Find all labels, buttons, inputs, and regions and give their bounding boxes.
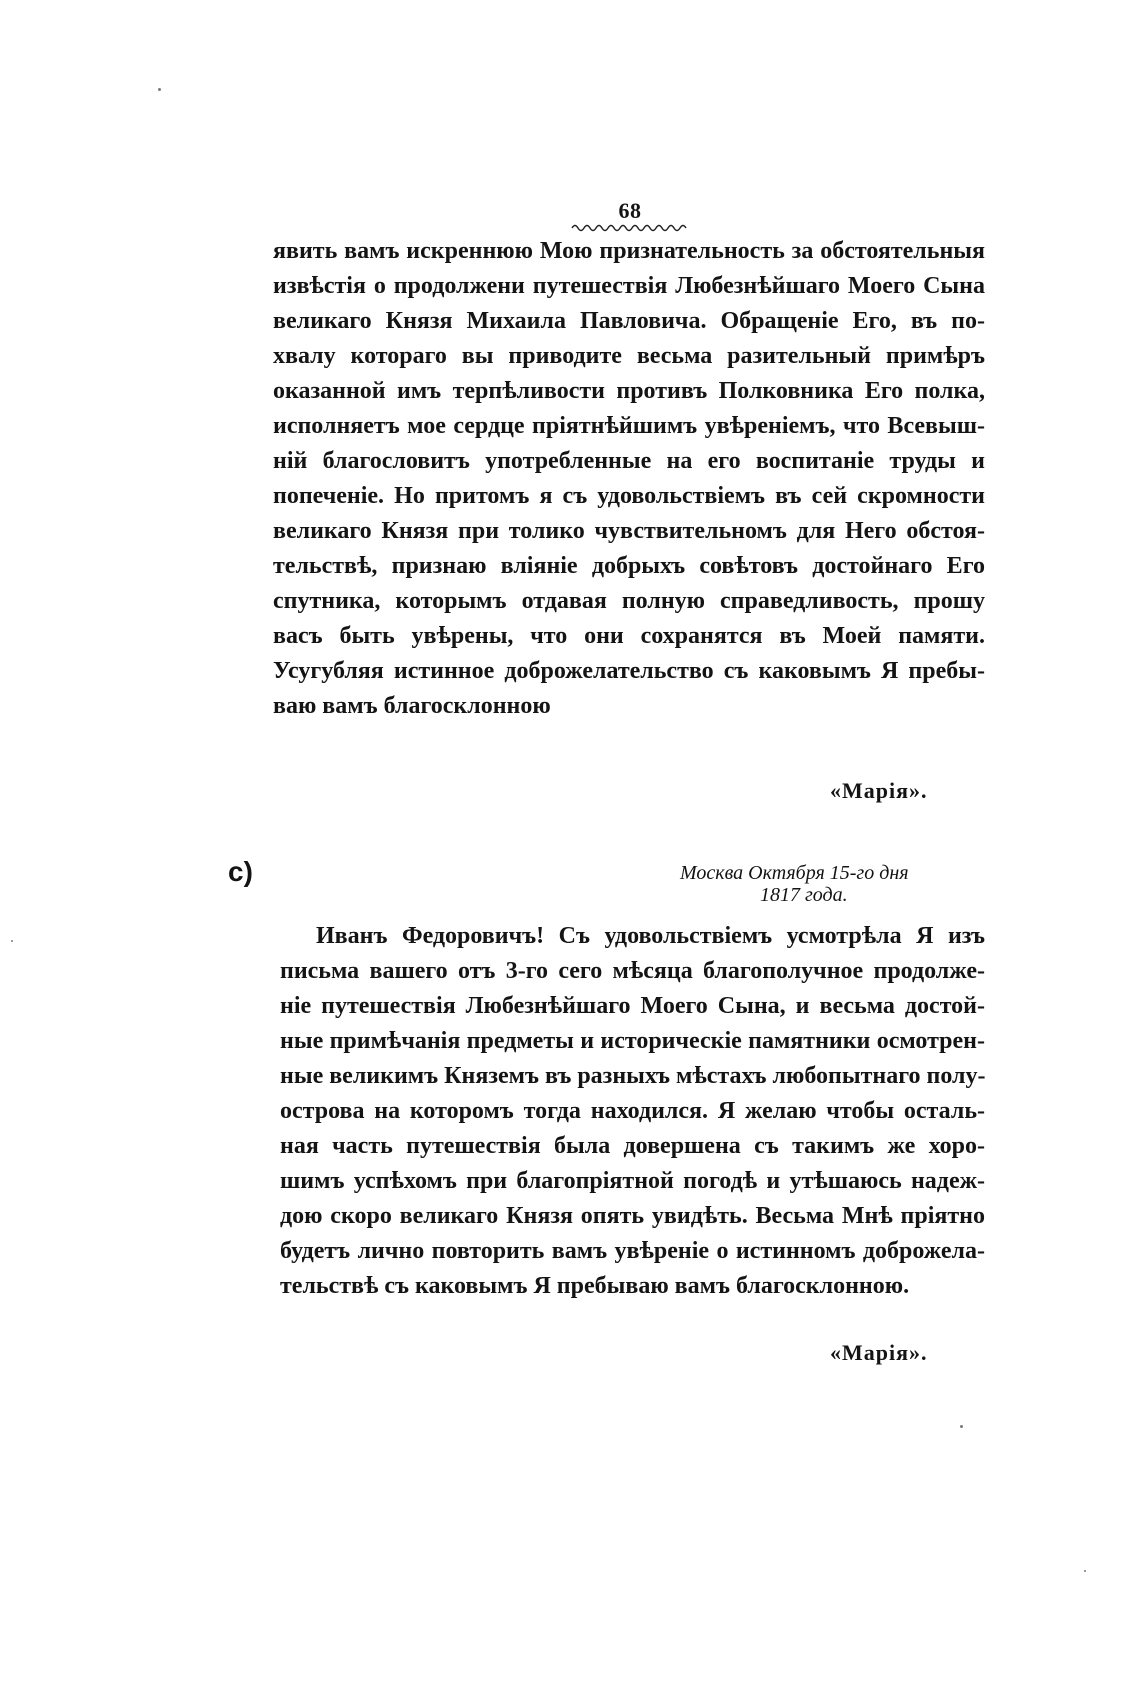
letter-c-line: острова на которомъ тогда находился. Я желаю чтобы осталь- [280,1098,985,1124]
scan-speck [11,940,13,942]
letter-b-line: явить вамъ искреннюю Мою признательность за обстоятельныя [273,238,985,264]
letter-b-line: хвалу котораго вы приводите весьма разительный примѣръ [273,343,985,369]
letter-b-line: ній благословитъ употребленные на его воспитаніе труды и [273,448,985,474]
letter-b-line: ваю вамъ благосклонною [273,693,551,719]
letter-c-marker: c) [228,856,253,887]
letter-c-line: ніе путешествія Любезнѣйшаго Моего Сына, и весьма достой- [280,993,985,1019]
scan-speck [960,1425,963,1428]
letter-b-line: Усугубляя истинное доброжелательство съ каковымъ Я пребы- [273,658,985,684]
letter-c-line: будетъ лично повторить вамъ увѣреніе о истинномъ доброжела- [280,1238,985,1264]
letter-c-line: шимъ успѣхомъ при благопріятной погодѣ и утѣшаюсь надеж- [280,1168,985,1194]
letter-c-dateline-place: Москва Октября 15-го дня [680,862,909,884]
letter-b-line: тельствѣ, признаю вліяніе добрыхъ совѣтовъ достойнаго Его [273,553,985,579]
letter-c-dateline-year: 1817 года. [760,884,848,906]
letter-c-line: Иванъ Федоровичъ! Съ удовольствіемъ усмотрѣла Я изъ [316,923,985,949]
page-number: 68 [618,198,642,223]
letter-c-line: ные великимъ Княземъ въ разныхъ мѣстахъ любопытнаго полу- [280,1063,986,1089]
letter-c-line: ная часть путешествія была довершена съ такимъ же хоро- [280,1133,985,1159]
letter-b-line: исполняетъ мое сердце пріятнѣйшимъ увѣреніемъ, что Всевыш- [273,413,985,439]
letter-b-line: оказанной имъ терпѣливости противъ Полковника Его полка, [273,378,985,404]
scan-speck [1084,1570,1086,1572]
letter-c-line: тельствѣ съ каковымъ Я пребываю вамъ благосклонною. [280,1273,910,1299]
letter-c-line: дою скоро великаго Князя опять увидѣть. Весьма Мнѣ пріятно [280,1203,985,1229]
letter-c-line: ные примѣчанія предметы и историческіе памятники осмотрен- [280,1028,985,1054]
letter-b-line: васъ быть увѣрены, что они сохранятся въ Моей памяти. [273,623,985,649]
letter-b-line: попеченіе. Но притомъ я съ удовольствіемъ въ сей скромности [273,483,985,509]
page-number-flourish [570,222,690,232]
letter-b-signature: «Марія». [830,778,928,803]
letter-c-signature: «Марія». [830,1340,928,1365]
letter-b-line: великаго Князя при толико чувствительномъ для Него обстоя- [273,518,985,544]
letter-b-line: извѣстія о продолжени путешествія Любезнѣйшаго Моего Сына [273,273,985,299]
letter-c-line: письма вашего отъ 3-го сего мѣсяца благополучное продолже- [280,958,985,984]
letter-b-line: спутника, которымъ отдавая полную справедливость, прошу [273,588,985,614]
letter-b-line: великаго Князя Михаила Павловича. Обращеніе Его, въ по- [273,308,985,334]
scan-speck [158,88,161,91]
